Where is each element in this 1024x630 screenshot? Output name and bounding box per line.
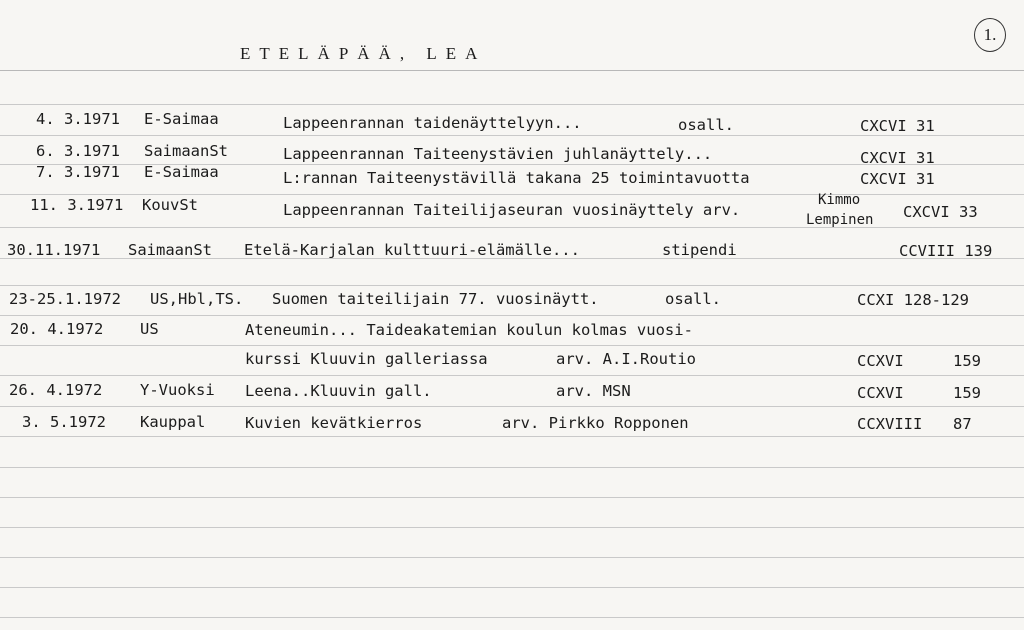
- entry-source: SaimaanSt: [128, 241, 212, 259]
- entry-source: E-Saimaa: [144, 110, 219, 128]
- entry-date: 4. 3.1971: [36, 110, 120, 128]
- entry-text: Ateneumin... Taideakatemian koulun kolmas vuosi-: [245, 321, 693, 339]
- entry-source: Y-Vuoksi: [140, 381, 215, 399]
- entry-text: Kuvien kevätkierros: [245, 414, 423, 432]
- entry-text: Leena..Kluuvin gall.: [245, 382, 432, 400]
- entry-note: arv. A.I.Routio: [556, 350, 696, 368]
- entry-ref: CXCVI 31: [860, 117, 935, 135]
- entry-date: 3. 5.1972: [22, 413, 106, 431]
- entry-text: Lappeenrannan Taiteenystävien juhlanäyttely...: [283, 145, 713, 163]
- ruled-line: [0, 345, 1024, 346]
- entry-ref: CXCVI 33: [903, 203, 978, 221]
- entry-ref: CCXVIII: [857, 415, 923, 433]
- entry-date: 20. 4.1972: [10, 320, 104, 338]
- ruled-line: [0, 285, 1024, 286]
- entry-text: Etelä-Karjalan kulttuuri-elämälle...: [244, 241, 580, 259]
- entry-ref: CCXI 128-129: [857, 291, 969, 309]
- entry-page: 159: [953, 384, 981, 402]
- entry-date: 7. 3.1971: [36, 163, 120, 181]
- ruled-line: [0, 557, 1024, 558]
- entry-text: Suomen taiteilijain 77. vuosinäytt.: [272, 290, 599, 308]
- entry-page: 159: [953, 352, 981, 370]
- entry-note: arv. MSN: [556, 382, 631, 400]
- entry-page: 87: [953, 415, 972, 433]
- ruled-line: [0, 70, 1024, 71]
- entry-note: stipendi: [662, 241, 737, 259]
- card-title: ETELÄPÄÄ, LEA: [240, 44, 487, 63]
- ruled-line: [0, 587, 1024, 588]
- ruled-line: [0, 194, 1024, 195]
- entry-note: arv. Pirkko Ropponen: [502, 414, 689, 432]
- ruled-line: [0, 104, 1024, 105]
- entry-note-top: Kimmo: [818, 192, 861, 208]
- entry-note-bottom: Lempinen: [806, 212, 874, 228]
- entry-source: US,Hbl,TS.: [150, 290, 244, 308]
- entry-source: KouvSt: [142, 196, 198, 214]
- ruled-line: [0, 406, 1024, 407]
- entry-text: Lappeenrannan Taiteilijaseuran vuosinäyttely arv.: [283, 201, 741, 219]
- ruled-line: [0, 315, 1024, 316]
- entry-source: E-Saimaa: [144, 163, 219, 181]
- card-number: 1.: [974, 18, 1006, 52]
- entry-ref: CXCVI 31: [860, 149, 935, 167]
- ruled-line: [0, 135, 1024, 136]
- entry-date: 26. 4.1972: [9, 381, 103, 399]
- entry-text: Lappeenrannan taidenäyttelyyn...: [283, 114, 582, 132]
- ruled-line: [0, 527, 1024, 528]
- entry-ref: CCXVI: [857, 352, 904, 370]
- entry-source: SaimaanSt: [144, 142, 228, 160]
- ruled-line: [0, 617, 1024, 618]
- entry-date: 6. 3.1971: [36, 142, 120, 160]
- ruled-line: [0, 467, 1024, 468]
- entry-ref: CCVIII 139: [899, 242, 993, 260]
- entry-note: osall.: [665, 290, 721, 308]
- entry-date: 11. 3.1971: [30, 196, 124, 214]
- ruled-line: [0, 497, 1024, 498]
- entry-date: 30.11.1971: [7, 241, 101, 259]
- ruled-line: [0, 436, 1024, 437]
- entry-date: 23-25.1.1972: [9, 290, 121, 308]
- entry-source: US: [140, 320, 159, 338]
- entry-text-continued: kurssi Kluuvin galleriassa: [245, 350, 488, 368]
- entry-text: L:rannan Taiteenystävillä takana 25 toimintavuotta: [283, 169, 750, 187]
- ruled-line: [0, 375, 1024, 376]
- entry-ref: CXCVI 31: [860, 170, 935, 188]
- entry-note: osall.: [678, 116, 734, 134]
- entry-source: Kauppal: [140, 413, 206, 431]
- entry-ref: CCXVI: [857, 384, 904, 402]
